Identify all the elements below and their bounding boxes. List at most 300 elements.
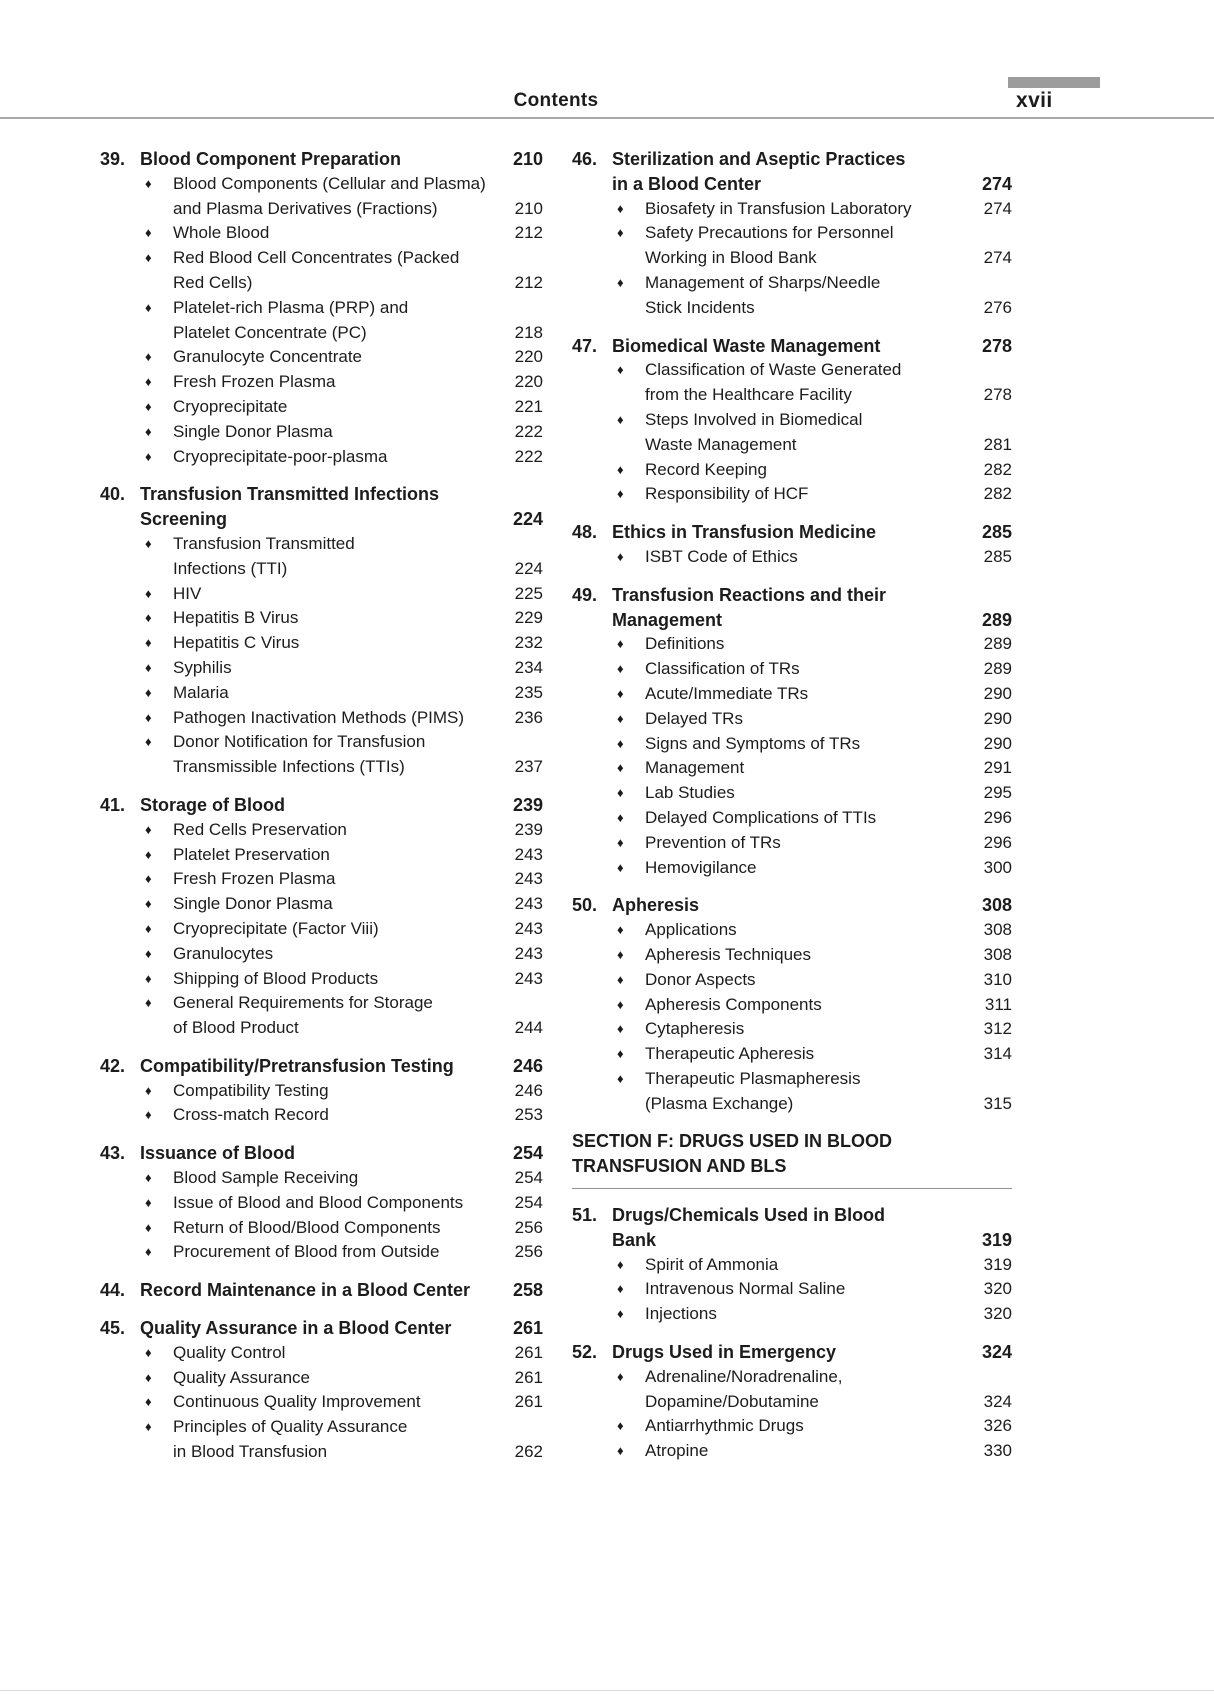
chapter-number: 44. bbox=[100, 1280, 126, 1301]
diamond-bullet-icon: ♦ bbox=[617, 1368, 624, 1384]
item-page-number: 225 bbox=[514, 583, 543, 603]
item-page-number: 274 bbox=[983, 198, 1012, 218]
item-page-number: 224 bbox=[514, 558, 543, 578]
toc-item bbox=[572, 545, 1012, 570]
item-page-number: 243 bbox=[514, 968, 543, 988]
chapter-heading bbox=[572, 147, 1012, 197]
chapter-title: Record Maintenance in a Blood Center bbox=[140, 1280, 471, 1301]
diamond-bullet-icon: ♦ bbox=[617, 548, 624, 564]
section-heading bbox=[572, 1129, 1012, 1189]
item-page-number: 261 bbox=[514, 1367, 543, 1387]
toc-chapter bbox=[100, 1316, 543, 1465]
item-page-number: 308 bbox=[983, 920, 1012, 940]
diamond-bullet-icon: ♦ bbox=[145, 1419, 152, 1435]
chapter-title: Quality Assurance in a Blood Center bbox=[140, 1318, 452, 1339]
diamond-bullet-icon: ♦ bbox=[145, 423, 152, 439]
item-title: Classification of TRs bbox=[645, 659, 800, 679]
toc-item bbox=[100, 532, 543, 582]
item-title: Hemovigilance bbox=[645, 857, 757, 877]
diamond-bullet-icon: ♦ bbox=[145, 585, 152, 601]
item-title: Therapeutic Plasmapheresis (Plasma Exchange) bbox=[645, 1068, 861, 1113]
item-title: Cryoprecipitate (Factor Viii) bbox=[173, 918, 379, 938]
chapter-title: Storage of Blood bbox=[140, 794, 285, 815]
chapter-title: Blood Component Preparation bbox=[140, 149, 401, 169]
diamond-bullet-icon: ♦ bbox=[145, 970, 152, 986]
toc-item bbox=[100, 1191, 543, 1216]
item-title: Acute/Immediate TRs bbox=[645, 683, 809, 703]
diamond-bullet-icon: ♦ bbox=[145, 1244, 152, 1260]
item-page-number: 221 bbox=[514, 396, 543, 416]
toc-item bbox=[100, 1366, 543, 1391]
diamond-bullet-icon: ♦ bbox=[145, 896, 152, 912]
chapter-number: 43. bbox=[100, 1143, 126, 1164]
page-title: Contents bbox=[513, 90, 599, 111]
diamond-bullet-icon: ♦ bbox=[145, 846, 152, 862]
item-page-number: 320 bbox=[983, 1279, 1012, 1299]
item-page-number: 220 bbox=[514, 372, 543, 392]
diamond-bullet-icon: ♦ bbox=[145, 709, 152, 725]
item-page-number: 218 bbox=[514, 322, 543, 342]
item-page-number: 296 bbox=[983, 832, 1012, 852]
item-page-number: 234 bbox=[514, 657, 543, 677]
item-title: Intravenous Normal Saline bbox=[645, 1279, 846, 1299]
item-page-number: 314 bbox=[983, 1044, 1012, 1064]
item-page-number: 237 bbox=[514, 757, 543, 777]
chapter-title: Biomedical Waste Management bbox=[612, 335, 881, 356]
chapter-page-number: 289 bbox=[981, 609, 1012, 630]
diamond-bullet-icon: ♦ bbox=[145, 821, 152, 837]
diamond-bullet-icon: ♦ bbox=[617, 996, 624, 1012]
toc-item bbox=[100, 395, 543, 420]
chapter-page-number: 210 bbox=[512, 149, 543, 169]
chapter-heading bbox=[572, 583, 1012, 633]
chapter-number: 42. bbox=[100, 1055, 126, 1076]
item-page-number: 285 bbox=[983, 546, 1012, 566]
item-page-number: 281 bbox=[983, 434, 1012, 454]
item-page-number: 229 bbox=[514, 608, 543, 628]
item-page-number: 312 bbox=[983, 1019, 1012, 1039]
diamond-bullet-icon: ♦ bbox=[617, 1418, 624, 1434]
diamond-bullet-icon: ♦ bbox=[145, 225, 152, 241]
chapter-title: Compatibility/Pretransfusion Testing bbox=[140, 1055, 454, 1076]
item-title: General Requirements for Storage of Blood Product bbox=[173, 993, 433, 1038]
chapter-number: 39. bbox=[100, 149, 126, 169]
toc-chapter bbox=[572, 893, 1012, 1116]
item-title: Delayed Complications of TTIs bbox=[645, 807, 877, 827]
chapter-number: 48. bbox=[572, 522, 598, 543]
item-title: Compatibility Testing bbox=[173, 1080, 329, 1100]
toc-item bbox=[100, 1415, 543, 1465]
chapter-title: Transfusion Reactions and their Management bbox=[612, 584, 887, 630]
item-title: Red Blood Cell Concentrates (Packed Red Cells) bbox=[173, 248, 460, 292]
header-divider bbox=[0, 117, 1214, 119]
diamond-bullet-icon: ♦ bbox=[145, 1394, 152, 1410]
chapter-page-number: 319 bbox=[981, 1229, 1012, 1250]
toc-item bbox=[572, 1017, 1012, 1042]
item-title: Injections bbox=[645, 1304, 717, 1324]
toc-item bbox=[572, 1253, 1012, 1278]
toc-item bbox=[100, 730, 543, 780]
item-page-number: 291 bbox=[983, 758, 1012, 778]
toc-item bbox=[100, 420, 543, 445]
toc-item bbox=[572, 732, 1012, 757]
item-title: Fresh Frozen Plasma bbox=[173, 869, 336, 889]
item-page-number: 295 bbox=[983, 783, 1012, 803]
chapter-title: Ethics in Transfusion Medicine bbox=[612, 522, 877, 543]
item-title: Cryoprecipitate-poor-plasma bbox=[173, 446, 388, 466]
diamond-bullet-icon: ♦ bbox=[617, 859, 624, 875]
toc-item bbox=[572, 482, 1012, 507]
item-page-number: 239 bbox=[514, 819, 543, 839]
item-page-number: 330 bbox=[983, 1441, 1012, 1461]
section-divider bbox=[572, 1188, 1012, 1189]
toc-item bbox=[100, 606, 543, 631]
item-page-number: 222 bbox=[514, 446, 543, 466]
item-title: Blood Sample Receiving bbox=[173, 1168, 359, 1188]
item-page-number: 243 bbox=[514, 894, 543, 914]
toc-item bbox=[572, 197, 1012, 222]
chapter-page-number: 254 bbox=[512, 1143, 543, 1164]
diamond-bullet-icon: ♦ bbox=[145, 1369, 152, 1385]
item-title: Hepatitis C Virus bbox=[173, 633, 300, 653]
diamond-bullet-icon: ♦ bbox=[617, 411, 624, 427]
item-title: Single Donor Plasma bbox=[173, 894, 333, 914]
item-title: Delayed TRs bbox=[645, 708, 743, 728]
toc-item bbox=[100, 706, 543, 731]
item-page-number: 289 bbox=[983, 659, 1012, 679]
toc-item bbox=[572, 993, 1012, 1018]
item-page-number: 282 bbox=[983, 459, 1012, 479]
toc-chapter bbox=[100, 482, 543, 780]
item-title: Granulocytes bbox=[173, 943, 274, 963]
diamond-bullet-icon: ♦ bbox=[145, 175, 152, 191]
item-title: Management of Sharps/Needle Stick Incidents bbox=[645, 272, 881, 317]
diamond-bullet-icon: ♦ bbox=[617, 922, 624, 938]
chapter-heading bbox=[100, 1141, 543, 1166]
toc-item bbox=[100, 991, 543, 1041]
chapter-heading bbox=[572, 1340, 1012, 1365]
item-title: Therapeutic Apheresis bbox=[645, 1044, 815, 1064]
diamond-bullet-icon: ♦ bbox=[145, 995, 152, 1011]
diamond-bullet-icon: ♦ bbox=[617, 636, 624, 652]
diamond-bullet-icon: ♦ bbox=[617, 710, 624, 726]
item-page-number: 220 bbox=[514, 347, 543, 367]
diamond-bullet-icon: ♦ bbox=[617, 1443, 624, 1459]
diamond-bullet-icon: ♦ bbox=[617, 685, 624, 701]
item-title: Biosafety in Transfusion Laboratory bbox=[645, 198, 912, 218]
chapter-title: Drugs/Chemicals Used in Blood Bank bbox=[612, 1205, 886, 1250]
chapter-heading bbox=[572, 520, 1012, 545]
item-title: Single Donor Plasma bbox=[173, 421, 333, 441]
diamond-bullet-icon: ♦ bbox=[617, 946, 624, 962]
item-title: Fresh Frozen Plasma bbox=[173, 372, 336, 392]
chapter-title: Transfusion Transmitted Infections Screening bbox=[140, 484, 440, 530]
item-page-number: 319 bbox=[983, 1254, 1012, 1274]
item-page-number: 243 bbox=[514, 918, 543, 938]
chapter-number: 46. bbox=[572, 149, 598, 169]
toc-item bbox=[100, 1166, 543, 1191]
item-title: Principles of Quality Assurance in Blood Transfusion bbox=[173, 1417, 408, 1462]
item-title: Pathogen Inactivation Methods (PIMS) bbox=[173, 707, 465, 727]
toc-item bbox=[100, 345, 543, 370]
item-page-number: 243 bbox=[514, 844, 543, 864]
chapter-heading bbox=[100, 1278, 543, 1303]
item-page-number: 256 bbox=[514, 1217, 543, 1237]
item-title: Whole Blood bbox=[173, 223, 270, 243]
toc-item bbox=[100, 892, 543, 917]
toc-item bbox=[100, 172, 543, 222]
toc-item bbox=[572, 806, 1012, 831]
item-page-number: 262 bbox=[514, 1442, 543, 1462]
diamond-bullet-icon: ♦ bbox=[145, 250, 152, 266]
toc-item bbox=[100, 967, 543, 992]
toc-chapter bbox=[100, 147, 543, 469]
chapter-number: 47. bbox=[572, 335, 598, 356]
diamond-bullet-icon: ♦ bbox=[145, 398, 152, 414]
diamond-bullet-icon: ♦ bbox=[145, 1219, 152, 1235]
toc-chapter bbox=[100, 1141, 543, 1265]
chapter-page-number: 246 bbox=[512, 1055, 543, 1076]
diamond-bullet-icon: ♦ bbox=[617, 362, 624, 378]
item-page-number: 290 bbox=[983, 683, 1012, 703]
toc-item bbox=[100, 445, 543, 470]
item-title: Platelet-rich Plasma (PRP) and Platelet Concentrate (PC) bbox=[173, 297, 409, 342]
diamond-bullet-icon: ♦ bbox=[145, 535, 152, 551]
chapter-page-number: 274 bbox=[981, 173, 1012, 194]
item-title: Quality Control bbox=[173, 1342, 286, 1362]
diamond-bullet-icon: ♦ bbox=[145, 299, 152, 315]
toc-item bbox=[100, 867, 543, 892]
item-title: Continuous Quality Improvement bbox=[173, 1392, 421, 1412]
diamond-bullet-icon: ♦ bbox=[145, 1107, 152, 1123]
toc-item bbox=[572, 271, 1012, 321]
toc-item bbox=[100, 917, 543, 942]
item-title: Cryoprecipitate bbox=[173, 396, 288, 416]
toc-item bbox=[572, 221, 1012, 271]
item-page-number: 243 bbox=[514, 869, 543, 889]
item-title: Adrenaline/Noradrenaline, Dopamine/Dobutamine bbox=[645, 1366, 843, 1411]
toc-item bbox=[572, 1042, 1012, 1067]
toc-item bbox=[572, 408, 1012, 458]
toc-item bbox=[572, 458, 1012, 483]
diamond-bullet-icon: ♦ bbox=[145, 659, 152, 675]
item-page-number: 300 bbox=[983, 857, 1012, 877]
item-title: Definitions bbox=[645, 634, 725, 654]
chapter-heading bbox=[100, 1316, 543, 1341]
chapter-page-number: 239 bbox=[512, 794, 543, 815]
diamond-bullet-icon: ♦ bbox=[145, 635, 152, 651]
toc-item bbox=[100, 246, 543, 296]
item-title: Syphilis bbox=[173, 657, 232, 677]
chapter-number: 45. bbox=[100, 1318, 126, 1339]
item-title: Donor Notification for Transfusion Transmissible Infections (TTIs) bbox=[173, 732, 426, 777]
item-title: Cross-match Record bbox=[173, 1105, 329, 1125]
diamond-bullet-icon: ♦ bbox=[617, 200, 624, 216]
item-title: Cytapheresis bbox=[645, 1019, 745, 1039]
toc-item bbox=[100, 631, 543, 656]
toc-chapter bbox=[572, 1203, 1012, 1327]
toc-item bbox=[572, 1302, 1012, 1327]
item-page-number: 256 bbox=[514, 1242, 543, 1262]
toc-item bbox=[572, 358, 1012, 408]
toc-item bbox=[100, 582, 543, 607]
item-page-number: 308 bbox=[983, 944, 1012, 964]
chapter-heading bbox=[100, 482, 543, 532]
item-page-number: 243 bbox=[514, 943, 543, 963]
item-page-number: 289 bbox=[983, 634, 1012, 654]
toc-item bbox=[100, 1103, 543, 1128]
diamond-bullet-icon: ♦ bbox=[617, 809, 624, 825]
diamond-bullet-icon: ♦ bbox=[617, 1281, 624, 1297]
chapter-page-number: 261 bbox=[512, 1318, 543, 1339]
toc-item bbox=[100, 656, 543, 681]
item-page-number: 253 bbox=[514, 1105, 543, 1125]
diamond-bullet-icon: ♦ bbox=[617, 661, 624, 677]
item-title: Malaria bbox=[173, 682, 229, 702]
chapter-heading bbox=[100, 1054, 543, 1079]
toc-chapter bbox=[100, 793, 543, 1041]
chapter-page-number: 308 bbox=[981, 895, 1012, 916]
chapter-title: Apheresis bbox=[612, 895, 700, 916]
item-title: Signs and Symptoms of TRs bbox=[645, 733, 861, 753]
chapter-page-number: 324 bbox=[981, 1342, 1012, 1363]
chapter-number: 52. bbox=[572, 1342, 598, 1363]
item-title: Apheresis Techniques bbox=[645, 944, 812, 964]
item-title: Responsibility of HCF bbox=[645, 484, 809, 504]
item-page-number: 210 bbox=[514, 198, 543, 218]
section-title: SECTION F: DRUGS USED IN BLOOD TRANSFUSION AND BLS bbox=[572, 1131, 893, 1177]
item-title: Steps Involved in Biomedical Waste Management bbox=[645, 409, 863, 454]
diamond-bullet-icon: ♦ bbox=[617, 834, 624, 850]
item-page-number: 244 bbox=[514, 1018, 543, 1038]
chapter-heading bbox=[100, 147, 543, 172]
chapter-heading bbox=[572, 893, 1012, 918]
item-title: Record Keeping bbox=[645, 459, 767, 479]
item-page-number: 261 bbox=[514, 1392, 543, 1412]
diamond-bullet-icon: ♦ bbox=[617, 1046, 624, 1062]
toc-item bbox=[572, 943, 1012, 968]
item-title: Donor Aspects bbox=[645, 969, 756, 989]
diamond-bullet-icon: ♦ bbox=[617, 971, 624, 987]
item-page-number: 235 bbox=[514, 682, 543, 702]
item-title: Management bbox=[645, 758, 745, 778]
item-page-number: 290 bbox=[983, 708, 1012, 728]
item-title: Lab Studies bbox=[645, 783, 735, 803]
toc-item bbox=[100, 1341, 543, 1366]
toc-chapter bbox=[572, 583, 1012, 881]
item-title: Procurement of Blood from Outside bbox=[173, 1242, 440, 1262]
item-page-number: 246 bbox=[514, 1080, 543, 1100]
item-page-number: 222 bbox=[514, 421, 543, 441]
chapter-page-number: 278 bbox=[981, 335, 1012, 356]
item-page-number: 310 bbox=[983, 969, 1012, 989]
chapter-title: Issuance of Blood bbox=[140, 1143, 296, 1164]
toc-item bbox=[100, 221, 543, 246]
item-title: Quality Assurance bbox=[173, 1367, 311, 1387]
toc-item bbox=[572, 1067, 1012, 1117]
chapter-heading bbox=[572, 334, 1012, 359]
page-number: xvii bbox=[1016, 89, 1053, 112]
toc-item bbox=[100, 1216, 543, 1241]
toc-item bbox=[572, 682, 1012, 707]
toc-item bbox=[572, 1439, 1012, 1464]
chapter-title: Drugs Used in Emergency bbox=[612, 1342, 837, 1363]
item-title: Apheresis Components bbox=[645, 994, 822, 1014]
diamond-bullet-icon: ♦ bbox=[617, 735, 624, 751]
item-page-number: 261 bbox=[514, 1342, 543, 1362]
toc-item bbox=[572, 1365, 1012, 1415]
diamond-bullet-icon: ♦ bbox=[145, 349, 152, 365]
toc-item bbox=[572, 968, 1012, 993]
toc-item bbox=[572, 831, 1012, 856]
item-page-number: 212 bbox=[514, 272, 543, 292]
toc-chapter bbox=[572, 334, 1012, 508]
item-title: Granulocyte Concentrate bbox=[173, 347, 362, 367]
item-page-number: 254 bbox=[514, 1192, 543, 1212]
item-page-number: 274 bbox=[983, 248, 1012, 268]
item-title: Classification of Waste Generated from the Healthcare Facility bbox=[645, 360, 902, 405]
chapter-page-number: 285 bbox=[981, 522, 1012, 543]
toc-item bbox=[100, 370, 543, 395]
toc-chapter bbox=[572, 1340, 1012, 1464]
diamond-bullet-icon: ♦ bbox=[145, 945, 152, 961]
toc-item bbox=[572, 632, 1012, 657]
chapter-number: 41. bbox=[100, 794, 126, 815]
toc-item bbox=[100, 942, 543, 967]
item-title: Blood Components (Cellular and Plasma) and Plasma Derivatives (Fractions) bbox=[173, 173, 486, 218]
item-page-number: 320 bbox=[983, 1304, 1012, 1324]
item-title: Applications bbox=[645, 920, 737, 940]
diamond-bullet-icon: ♦ bbox=[617, 1021, 624, 1037]
toc-column-left bbox=[100, 147, 543, 1478]
item-page-number: 311 bbox=[984, 994, 1012, 1014]
item-page-number: 324 bbox=[983, 1391, 1012, 1411]
toc-item bbox=[100, 296, 543, 346]
diamond-bullet-icon: ♦ bbox=[617, 225, 624, 241]
item-title: Hepatitis B Virus bbox=[173, 608, 299, 628]
toc-chapter bbox=[100, 1054, 543, 1128]
toc-item bbox=[100, 1240, 543, 1265]
toc-item bbox=[572, 756, 1012, 781]
toc-columns bbox=[100, 147, 1012, 1478]
chapter-number: 50. bbox=[572, 895, 598, 916]
chapter-title: Sterilization and Aseptic Practices in a Blood Center bbox=[612, 149, 906, 194]
item-title: Atropine bbox=[645, 1441, 709, 1461]
toc-item bbox=[572, 1414, 1012, 1439]
toc-item bbox=[572, 657, 1012, 682]
diamond-bullet-icon: ♦ bbox=[617, 461, 624, 477]
diamond-bullet-icon: ♦ bbox=[617, 1256, 624, 1272]
item-page-number: 212 bbox=[514, 223, 543, 243]
item-title: Spirit of Ammonia bbox=[645, 1254, 779, 1274]
item-page-number: 254 bbox=[514, 1168, 543, 1188]
item-title: Shipping of Blood Products bbox=[173, 968, 379, 988]
diamond-bullet-icon: ♦ bbox=[145, 1194, 152, 1210]
page-corner-bar bbox=[1008, 77, 1100, 88]
diamond-bullet-icon: ♦ bbox=[617, 274, 624, 290]
item-page-number: 276 bbox=[983, 297, 1012, 317]
diamond-bullet-icon: ♦ bbox=[145, 1344, 152, 1360]
diamond-bullet-icon: ♦ bbox=[617, 760, 624, 776]
toc-item bbox=[100, 681, 543, 706]
diamond-bullet-icon: ♦ bbox=[145, 1082, 152, 1098]
diamond-bullet-icon: ♦ bbox=[145, 684, 152, 700]
item-title: Red Cells Preservation bbox=[173, 819, 347, 839]
toc-chapter bbox=[572, 520, 1012, 570]
toc-item bbox=[100, 818, 543, 843]
diamond-bullet-icon: ♦ bbox=[145, 1170, 152, 1186]
diamond-bullet-icon: ♦ bbox=[617, 486, 624, 502]
